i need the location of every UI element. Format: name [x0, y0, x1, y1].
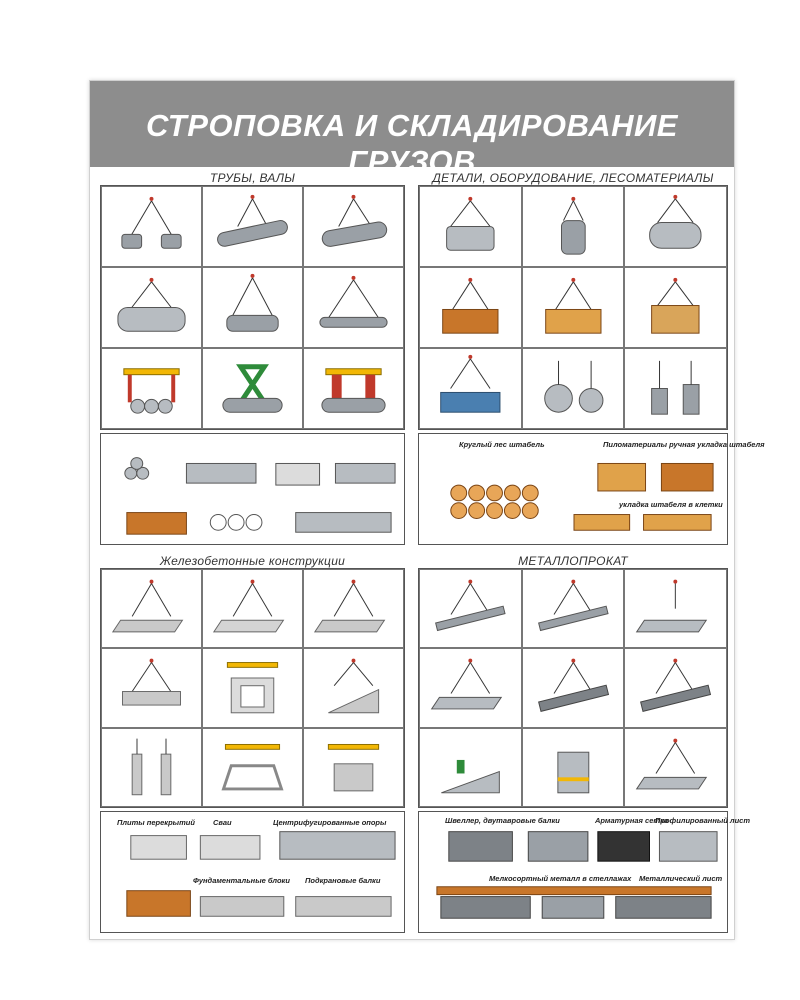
cell-concrete-5 [202, 648, 303, 727]
panel-pipes-storage [100, 433, 405, 545]
cell-metal-2 [522, 569, 625, 648]
label-crane-beams: Подкрановые балки [305, 876, 381, 885]
cell-metal-9 [624, 728, 727, 807]
grid-metal [418, 568, 728, 808]
cell-part-1 [419, 186, 522, 267]
cell-concrete-8 [202, 728, 303, 807]
cell-pipe-1 [101, 186, 202, 267]
label-small-metal: Мелкосортный металл в стеллажах [489, 874, 632, 883]
cell-part-9 [624, 348, 727, 429]
cell-concrete-4 [101, 648, 202, 727]
cell-concrete-6 [303, 648, 404, 727]
cell-part-5 [522, 267, 625, 348]
label-round-timber: Круглый лес штабель [459, 440, 545, 449]
cell-part-6 [624, 267, 727, 348]
section-title-parts: ДЕТАЛИ, ОБОРУДОВАНИЕ, ЛЕСОМАТЕРИАЛЫ [432, 171, 714, 185]
cell-concrete-3 [303, 569, 404, 648]
cell-pipe-6 [303, 267, 404, 348]
cell-pipe-3 [303, 186, 404, 267]
label-slabs: Плиты перекрытий [117, 818, 195, 827]
panel-timber-storage [418, 433, 765, 545]
cell-metal-5 [522, 648, 625, 727]
cell-pipe-4 [101, 267, 202, 348]
section-title-metal: МЕТАЛЛОПРОКАТ [518, 554, 628, 568]
label-metal-sheet: Металлический лист [639, 874, 723, 883]
cell-part-3 [624, 186, 727, 267]
cell-part-4 [419, 267, 522, 348]
label-cage-stack: укладка штабеля в клетки [619, 500, 723, 509]
cell-part-7 [419, 348, 522, 429]
cell-part-8 [522, 348, 625, 429]
grid-pipes [100, 185, 405, 430]
grid-concrete [100, 568, 405, 808]
cell-concrete-2 [202, 569, 303, 648]
label-foundation: Фундаментальные блоки [193, 876, 290, 885]
cell-metal-3 [624, 569, 727, 648]
poster-title: СТРОПОВКА И СКЛАДИРОВАНИЕ ГРУЗОВ [146, 108, 678, 179]
panel-metal-storage [418, 811, 751, 933]
cell-concrete-7 [101, 728, 202, 807]
cell-concrete-1 [101, 569, 202, 648]
panel-concrete-storage [100, 811, 405, 933]
cell-pipe-8 [202, 348, 303, 429]
label-profiled-sheet: Профилированный лист [655, 816, 751, 825]
cell-pipe-5 [202, 267, 303, 348]
grid-parts [418, 185, 728, 430]
cell-metal-1 [419, 569, 522, 648]
section-title-concrete: Железобетонные конструкции [159, 554, 346, 568]
cell-concrete-9 [303, 728, 404, 807]
cell-metal-7 [419, 728, 522, 807]
label-piles: Сваи [213, 818, 232, 827]
label-sawn-timber: Пиломатериалы ручная укладка штабеля [603, 440, 765, 449]
label-channel: Швеллер, двутавровые балки [445, 816, 560, 825]
poster [89, 80, 765, 940]
label-centrifuged: Центрифугированные опоры [273, 818, 387, 827]
cell-part-2 [522, 186, 625, 267]
cell-metal-6 [624, 648, 727, 727]
label-rebar-mesh: Арматурная сетка [595, 816, 669, 825]
cell-pipe-2 [202, 186, 303, 267]
section-title-pipes: ТРУБЫ, ВАЛЫ [209, 171, 296, 185]
cell-metal-8 [522, 728, 625, 807]
cell-pipe-7 [101, 348, 202, 429]
cell-pipe-9 [303, 348, 404, 429]
cell-metal-4 [419, 648, 522, 727]
